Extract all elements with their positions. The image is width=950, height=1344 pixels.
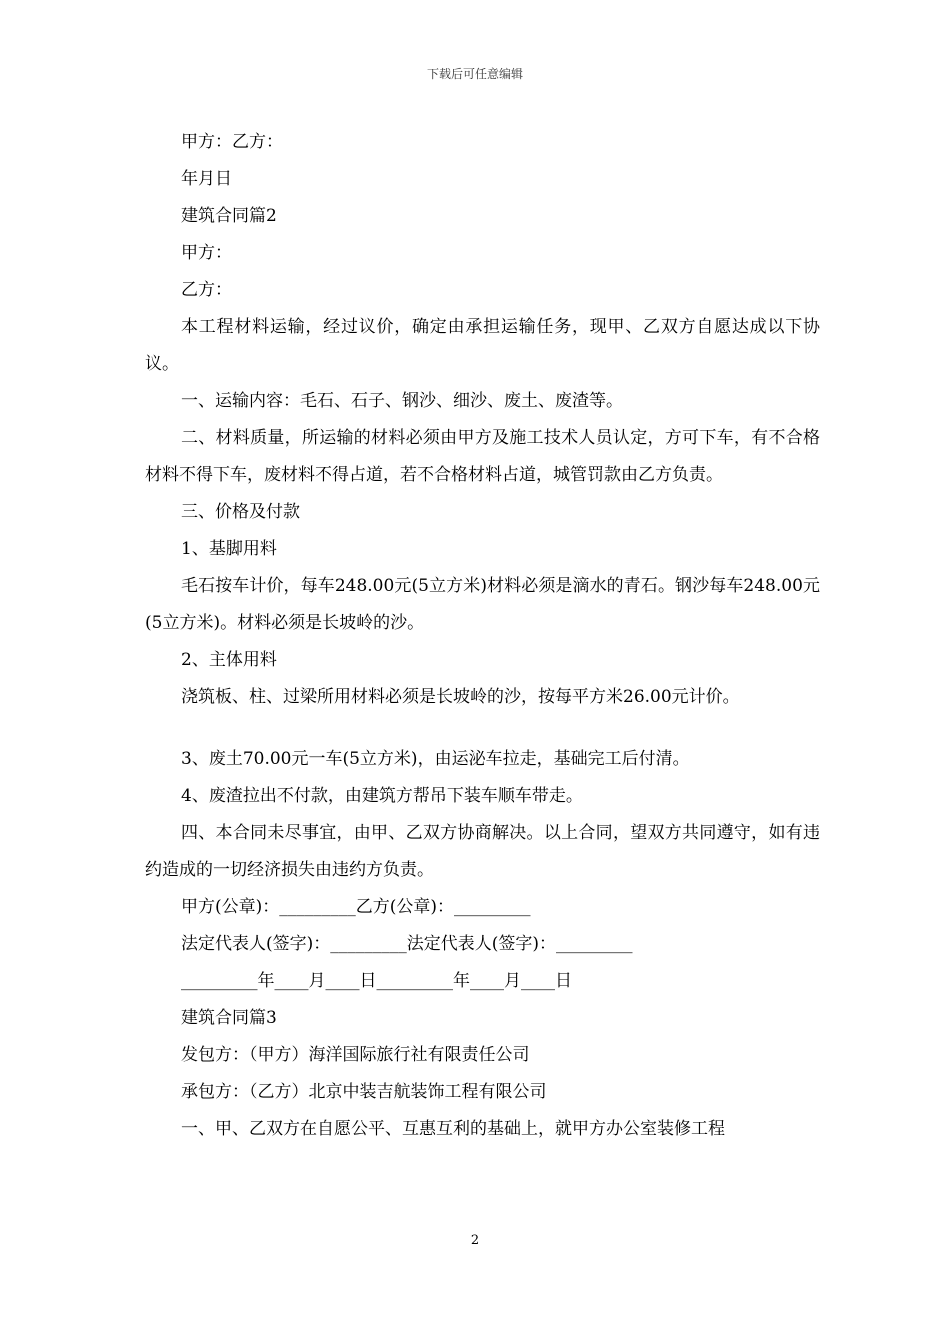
paragraph-intro: 本工程材料运输，经过议价，确定由承担运输任务，现甲、乙双方自愿达成以下协议。: [145, 317, 820, 374]
document-body: [145, 124, 820, 1148]
page-number: 2: [470, 1233, 480, 1248]
paragraph-item-1-detail: 毛石按车计价，每车248.00元(5立方米)材料必须是滴水的青石。钢沙每车248.00元(5立方米)。材料必须是长坡岭的沙。: [145, 576, 820, 633]
paragraph-contract-3-clause-1: 一、甲、乙双方在自愿公平、互惠互利的基础上，就甲方办公室装修工程: [181, 1119, 725, 1139]
paragraph-clause-4: 四、本合同未尽事宜，由甲、乙双方协商解决。以上合同，望双方共同遵守，如有违约造成的一切经济损失由违约方负责。: [145, 823, 820, 880]
section-heading-contract-3: 建筑合同篇3: [181, 1008, 277, 1028]
paragraph-signature-dates: _________年____月____日_________年____月____日: [181, 971, 572, 991]
paragraph-clause-3: 三、价格及付款: [181, 502, 300, 522]
paragraph-clause-2: 二、材料质量，所运输的材料必须由甲方及施工技术人员认定，方可下车，有不合格材料不得下车，废材料不得占道，若不合格材料占道，城管罚款由乙方负责。: [145, 428, 820, 485]
paragraph-employer: 发包方：（甲方）海洋国际旅行社有限责任公司: [181, 1045, 530, 1065]
paragraph-party-b: 乙方：: [181, 280, 232, 300]
paragraph-clause-1: 一、运输内容：毛石、石子、钢沙、细沙、废土、废渣等。: [181, 391, 623, 411]
paragraph-item-2-detail: 浇筑板、柱、过梁所用材料必须是长坡岭的沙，按每平方米26.00元计价。: [181, 687, 740, 707]
paragraph-item-1: 1、基脚用料: [181, 539, 277, 559]
paragraph-contractor: 承包方：（乙方）北京中装吉航装饰工程有限公司: [181, 1082, 547, 1102]
paragraph-seals: 甲方(公章)：_________乙方(公章)：_________: [181, 897, 531, 917]
paragraph-item-2: 2、主体用料: [181, 650, 277, 670]
paragraph-party-a: 甲方：: [181, 243, 232, 263]
paragraph-date: 年月日: [181, 169, 232, 189]
paragraph-legal-representatives: 法定代表人(签字)：_________法定代表人(签字)：_________: [181, 934, 633, 954]
paragraph-item-4: 4、废渣拉出不付款，由建筑方帮吊下装车顺车带走。: [181, 786, 583, 806]
paragraph-item-3: 3、废土70.00元一车(5立方米)，由运泌车拉走，基础完工后付清。: [181, 749, 690, 769]
section-heading-contract-2: 建筑合同篇2: [181, 206, 277, 226]
page-header: 下载后可任意编辑: [426, 67, 523, 81]
paragraph-signature-parties: 甲方：乙方：: [181, 132, 283, 152]
